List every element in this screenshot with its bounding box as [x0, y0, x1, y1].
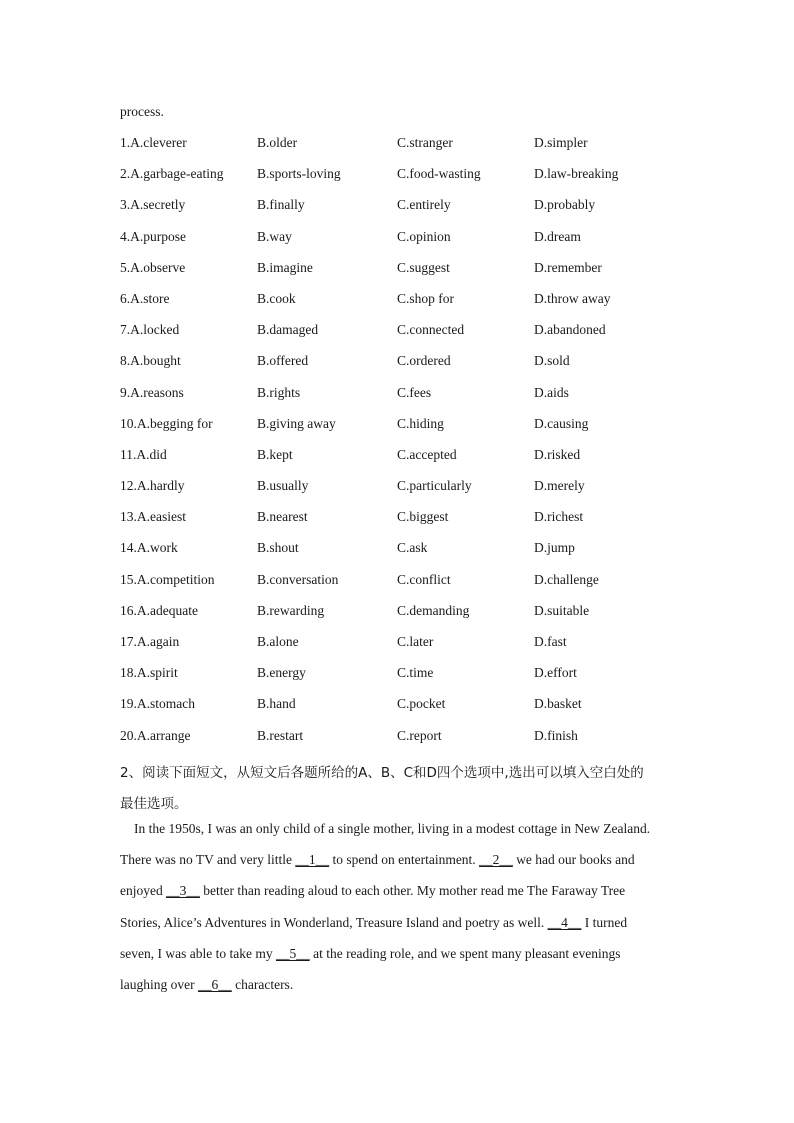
option-a: 19.A.stomach: [120, 696, 195, 712]
option-a: 4.A.purpose: [120, 228, 186, 244]
option-a: 6.A.store: [120, 290, 170, 306]
option-c: C.fees: [397, 384, 432, 400]
option-b: B.kept: [257, 446, 293, 462]
option-a: 13.A.easiest: [120, 509, 186, 525]
option-c: C.biggest: [397, 509, 449, 525]
option-a: 7.A.locked: [120, 322, 180, 338]
option-a: 16.A.adequate: [120, 602, 198, 618]
question-option-row: [120, 321, 720, 352]
option-c: C.time: [397, 665, 434, 681]
option-b: B.energy: [257, 665, 306, 681]
passage-text: enjoyed: [120, 883, 167, 899]
option-b: B.nearest: [257, 509, 308, 525]
option-c: C.ordered: [397, 353, 451, 369]
option-c: C.later: [397, 634, 434, 649]
option-b: B.giving away: [257, 415, 336, 431]
option-c: C.shop for: [397, 290, 454, 306]
option-d: D.remember: [534, 259, 602, 275]
option-b: B.shout: [257, 540, 299, 556]
question-option-row: [120, 415, 720, 446]
option-a: 2.A.garbage-eating: [120, 166, 224, 182]
passage-text: laughing over: [120, 976, 198, 992]
passage-text: I turned: [581, 914, 628, 930]
option-d: D.probably: [534, 197, 596, 213]
question-option-row: [120, 196, 720, 227]
question-option-row: [120, 477, 720, 508]
options-list: [120, 134, 720, 758]
reading-passage: [120, 820, 680, 1007]
passage-text: better than reading aloud to each other. My mother read me The Faraway Tree: [199, 883, 626, 899]
option-c: C.particularly: [397, 478, 472, 494]
question-option-row: [120, 602, 720, 633]
option-b: B.way: [257, 228, 292, 244]
option-a: 8.A.bought: [120, 353, 181, 369]
passage-text: There was no TV and very little: [120, 852, 296, 868]
option-b: B.rights: [257, 384, 301, 400]
option-d: D.basket: [534, 696, 582, 712]
option-d: D.merely: [534, 478, 585, 494]
option-b: B.imagine: [257, 259, 313, 275]
question-option-row: [120, 446, 720, 477]
question-option-row: [120, 352, 720, 383]
option-a: 1.A.cleverer: [120, 135, 187, 150]
passage-text: we had our books and: [512, 852, 635, 868]
option-d: D.suitable: [534, 602, 590, 618]
option-a: 5.A.observe: [120, 259, 186, 275]
option-a: 18.A.spirit: [120, 665, 178, 681]
blank-1: __1__: [295, 852, 330, 868]
option-c: C.report: [397, 727, 442, 743]
option-d: D.causing: [534, 415, 589, 431]
option-d: D.law-breaking: [534, 166, 619, 182]
option-c: C.food-wasting: [397, 166, 481, 182]
option-a: 12.A.hardly: [120, 478, 185, 494]
option-b: B.conversation: [257, 571, 339, 587]
option-d: D.simpler: [534, 135, 588, 150]
question-option-row: [120, 571, 720, 602]
passage-text: Stories, Alice’s Adventures in Wonderland, Treasure Island and poetry as well.: [120, 914, 548, 930]
passage-line-3: [120, 882, 680, 913]
option-a: 17.A.again: [120, 634, 180, 649]
option-b: B.offered: [257, 353, 309, 369]
option-b: B.rewarding: [257, 602, 325, 618]
option-b: B.usually: [257, 478, 309, 494]
option-b: B.sports-loving: [257, 166, 341, 182]
option-b: B.damaged: [257, 322, 319, 338]
blank-4: __4__: [547, 914, 582, 930]
option-d: D.effort: [534, 665, 577, 681]
option-a: 14.A.work: [120, 540, 178, 556]
option-a: 11.A.did: [120, 446, 167, 462]
passage-line-4: [120, 914, 680, 945]
option-d: D.sold: [534, 353, 570, 369]
question-option-row: [120, 290, 720, 321]
passage-line-1: [120, 820, 680, 851]
option-c: C.entirely: [397, 197, 451, 213]
passage-text: to spend on entertainment.: [329, 852, 480, 868]
question-option-row: [120, 228, 720, 259]
instruction-line-1: 2、阅读下面短文，从短文后各题所给的A、B、C和D四个选项中,选出可以填入空白处的: [120, 765, 644, 781]
question-option-row: [120, 259, 720, 290]
blank-6: __6__: [197, 976, 232, 992]
option-b: B.cook: [257, 290, 296, 306]
option-c: C.accepted: [397, 446, 457, 462]
passage-line-6: [120, 976, 680, 1007]
option-d: D.aids: [534, 384, 569, 400]
passage-text: characters.: [231, 976, 294, 992]
lead-text: process.: [120, 104, 164, 119]
blank-2: __2__: [479, 852, 513, 868]
option-c: C.connected: [397, 322, 465, 338]
option-c: C.hiding: [397, 415, 444, 431]
option-d: D.risked: [534, 446, 581, 462]
question-option-row: [120, 664, 720, 695]
question-option-row: [120, 508, 720, 539]
passage-line-2: [120, 851, 680, 882]
question-option-row: [120, 633, 720, 664]
blank-3: __3__: [166, 883, 200, 899]
option-c: C.ask: [397, 540, 428, 556]
option-a: 10.A.begging for: [120, 415, 213, 431]
passage-text: at the reading role, and we spent many pleasant evenings: [309, 945, 621, 961]
option-c: C.stranger: [397, 135, 453, 150]
option-a: 15.A.competition: [120, 571, 215, 587]
option-d: D.finish: [534, 727, 578, 743]
option-a: 3.A.secretly: [120, 197, 186, 213]
passage-text: In the 1950s, I was an only child of a single mother, living in a modest cottage in New Zealand.: [134, 821, 651, 836]
option-d: D.richest: [534, 509, 584, 525]
passage-line-5: [120, 945, 680, 976]
question-option-row: [120, 539, 720, 570]
option-c: C.demanding: [397, 602, 470, 618]
option-d: D.fast: [534, 634, 567, 649]
option-b: B.finally: [257, 197, 305, 213]
instruction-line-2: 最佳选项。: [120, 796, 188, 812]
option-d: D.challenge: [534, 571, 599, 587]
question-option-row: [120, 695, 720, 726]
option-a: 9.A.reasons: [120, 384, 184, 400]
option-b: B.older: [257, 135, 298, 150]
option-c: C.pocket: [397, 696, 446, 712]
option-c: C.conflict: [397, 571, 451, 587]
option-a: 20.A.arrange: [120, 727, 191, 743]
option-c: C.opinion: [397, 228, 451, 244]
section-2-instructions: [120, 758, 680, 820]
question-option-row: [120, 134, 720, 165]
option-d: D.abandoned: [534, 322, 606, 338]
question-option-row: [120, 727, 720, 758]
option-b: B.hand: [257, 696, 296, 712]
option-b: B.restart: [257, 727, 304, 743]
option-c: C.suggest: [397, 259, 450, 275]
option-d: D.dream: [534, 228, 581, 244]
passage-text: seven, I was able to take my: [120, 945, 276, 961]
option-d: D.jump: [534, 540, 575, 556]
option-b: B.alone: [257, 634, 299, 649]
question-option-row: [120, 165, 720, 196]
option-d: D.throw away: [534, 290, 611, 306]
question-option-row: [120, 384, 720, 415]
blank-5: __5__: [275, 945, 310, 961]
